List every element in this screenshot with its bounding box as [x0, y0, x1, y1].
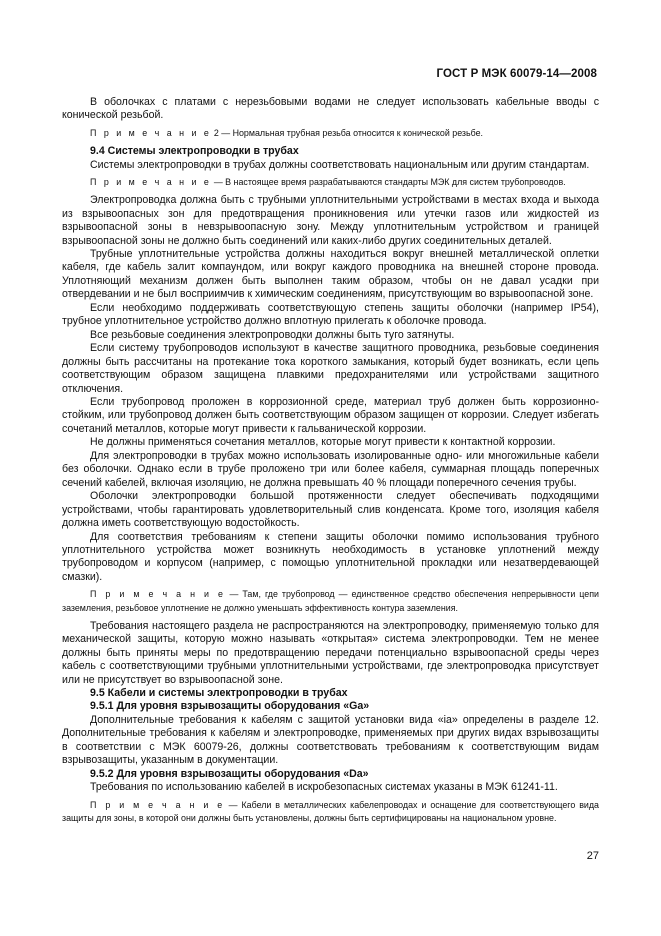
section-heading-9-5-2: 9.5.2 Для уровня взрывозащиты оборудования «Da»: [90, 767, 369, 780]
page-header: ГОСТ Р МЭК 60079-14—2008: [436, 68, 597, 80]
note-text: — Кабели в металлических кабелепроводах и оснащение для соответствующего вида защиты для зоны, в которой они должны быть установлены, должны быть сертифицированы на национальном уровне.: [62, 799, 599, 823]
paragraph: Требования настоящего раздела не распространяются на электропроводку, применяемую только для механической защиты, которую можно называть «открытая» система электропроводки. Тем не менее должны быть приняты меры по предотвращению передачи потенциально взрывоопасной среды через кабель с соответствующими трубными уплотнительными устройствами, где электропроводка присутствует или не присутствует во взрывоопасной зоне.: [62, 619, 599, 686]
note: [62, 588, 599, 614]
section-heading-9-5: 9.5 Кабели и системы электропроводки в трубах: [90, 687, 348, 700]
paragraph: В оболочках с платами с нерезьбовыми водами не следует использовать кабельные вводы с конической резьбой.: [62, 96, 599, 122]
paragraph: Системы электропроводки в трубах должны соответствовать национальным или другим стандартам.: [90, 158, 590, 171]
note-text: — В настоящее время разрабатываются стандарты МЭК для систем трубопроводов.: [211, 177, 566, 188]
note: [62, 799, 599, 825]
section-heading-9-5-1: 9.5.1 Для уровня взрывозащиты оборудования «Ga»: [90, 700, 370, 713]
paragraph: Для электропроводки в трубах можно использовать изолированные одно- или многожильные кабели без оболочки. Однако если в трубе проложено три или более кабеля, суммарная площадь поперечных сечений кабелей, включая изоляцию, не должна превышать 40 % площади поперечного сечения трубы.: [62, 449, 599, 489]
note-label: П р и м е ч а н и е: [90, 589, 226, 600]
note: [62, 127, 599, 140]
paragraph: Электропроводка должна быть с трубными уплотнительными устройствами в местах входа и выхода из взрывоопасных зон для предотвращения проникновения или утечки газов или жидкостей из взрывоопасной зоны в невзрывоопасную зону. Между уплотнительным устройством и границей взрывоопасной зоны не должно быть соединений или каких-либо других соединительных деталей.: [62, 194, 599, 247]
paragraph: Требования по использованию кабелей в искробезопасных системах указаны в МЭК 61241-11.: [90, 781, 558, 794]
paragraph: Все резьбовые соединения электропроводки должны быть туго затянуты.: [90, 328, 455, 341]
page-number: 27: [586, 850, 599, 862]
paragraph: Если необходимо поддерживать соответствующую степень защиты оболочки (например IP54), трубное уплотнительное устройство должно вплотную прилегать к оболочке провода.: [62, 301, 599, 328]
paragraph: Дополнительные требования к кабелям с защитой установки вида «ia» определены в разделе 12. Дополнительные требования к кабелям и электропроводке, применяемых при других видах взрывозащиты в соответствии с МЭК 60079-26, должны соответствовать требованиям к соответствующим видам взрывозащиты, указанным в документации.: [62, 713, 599, 767]
paragraph: Для соответствия требованиям к степени защиты оболочки помимо использования трубного уплотнительного устройства может возникнуть необходимость в установке уплотнений между трубопроводом и корпусом (например, с помощью уплотнительной прокладки или незатвердевающей смазки).: [62, 530, 599, 583]
note-text: 2 — Нормальная трубная резьба относится к конической резьбе.: [211, 127, 484, 138]
note-label: П р и м е ч а н и е: [90, 799, 225, 810]
paragraph: Оболочки электропроводки большой протяженности следует обеспечивать подходящими устройствами, чтобы гарантировать удовлетворительный слив конденсата. Кроме того, изоляция кабеля должна иметь соответствующую водостойкость.: [62, 490, 599, 530]
section-heading-9-4: 9.4 Системы электропроводки в трубах: [90, 145, 299, 158]
note-text: — Там, где трубопровод — единственное средство обеспечения непрерывности цепи заземления, резьбовое уплотнение не должно уменьшать эффективность контура заземления.: [62, 589, 599, 613]
paragraph: Не должны применяться сочетания металлов, которые могут привести к контактной коррозии.: [90, 436, 556, 449]
document-body: [62, 96, 599, 830]
paragraph: Если систему трубопроводов используют в качестве защитного проводника, резьбовые соединения должны быть рассчитаны на протекание тока короткого замыкания, который будет возникать, если цепь соответствующим образом защищена плавкими предохранителями или устройствами защитного отключения.: [62, 342, 599, 395]
paragraph: Если трубопровод проложен в коррозионной среде, материал труб должен быть коррозионно-стойким, или трубопровод должен быть соответствующим образом защищен от коррозии. Следует избегать сочетаний металлов, которые могут привести к гальванической коррозии.: [62, 396, 599, 435]
note-label: П р и м е ч а н и е: [90, 177, 212, 188]
paragraph: Трубные уплотнительные устройства должны находиться вокруг внешней металлической оплетки кабеля, где кабель залит компаундом, или вокруг каждого проводника на внешней стороне провода. Уплотняющий механизм должен быть выполнен таким образом, чтобы он не давал усадки при отвердевании и не был восприимчив к химическим соединениям, присутствующим во взрывоопасной зоне.: [62, 248, 599, 301]
note-label: П р и м е ч а н и е: [90, 127, 212, 138]
note: [62, 176, 599, 189]
